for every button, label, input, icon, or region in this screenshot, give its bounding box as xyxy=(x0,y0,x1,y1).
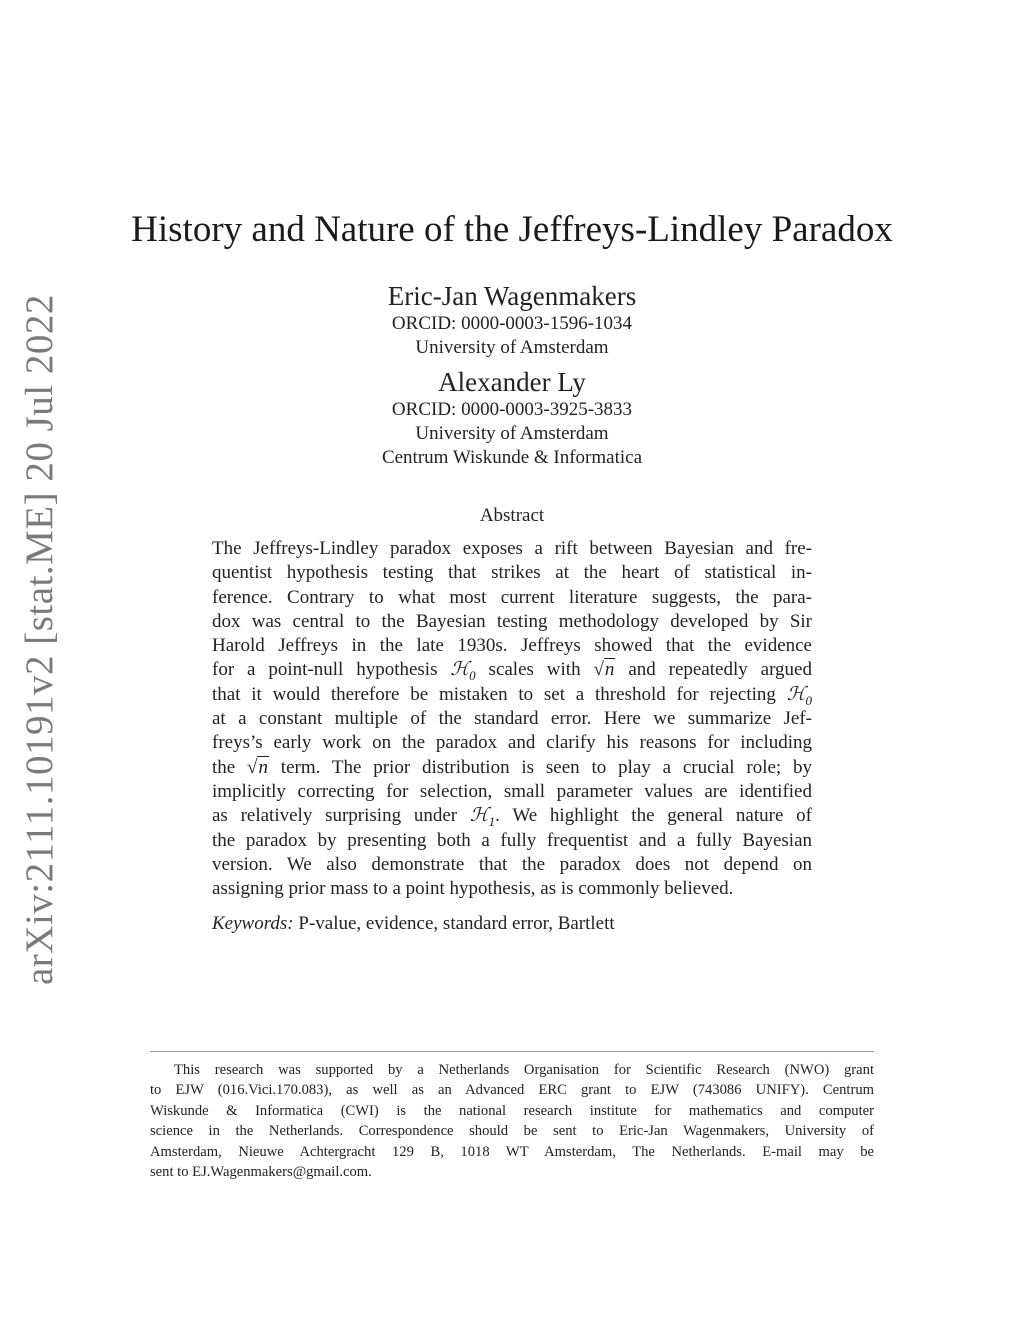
h1-symbol: ℋ$_1$ xyxy=(469,805,496,830)
arxiv-identifier: arXiv:2111.10191v2 [stat.ME] 20 Jul 2022 xyxy=(18,294,61,985)
sqrt-n: √n xyxy=(593,659,615,681)
abstract-line: implicitly correcting for selection, small parameter values are identified xyxy=(212,780,812,802)
author-name: Alexander Ly xyxy=(438,367,586,397)
footnote-line: This research was supported by a Netherlands Organisation for Scientific Research (NWO) grant xyxy=(174,1062,874,1078)
h0-symbol: ℋ$_0$ xyxy=(786,683,812,708)
h0-symbol: ℋ$_0$ xyxy=(450,659,476,684)
abstract-line: the paradox by presenting both a fully frequentist and a fully Bayesian xyxy=(212,829,812,851)
author-block xyxy=(0,280,1024,470)
footnote-rule xyxy=(150,1051,874,1052)
paper-title: History and Nature of the Jeffreys-Lindley Paradox xyxy=(131,209,893,250)
abstract-line: dox was central to the Bayesian testing methodology developed by Sir xyxy=(212,610,812,632)
abstract-line: freys’s early work on the paradox and clarify his reasons for including xyxy=(212,732,812,754)
abstract-line: as relatively surprising under ℋ$_1$. We highlight the general nature of xyxy=(212,805,812,830)
footnote-line: Amsterdam, Nieuwe Achtergracht 129 B, 1018 WT Amsterdam, The Netherlands. E-mail may be xyxy=(150,1143,874,1160)
abstract-body xyxy=(212,537,812,901)
author-name: Eric-Jan Wagenmakers xyxy=(387,281,637,311)
footnote-line: science in the Netherlands. Correspondence should be sent to Eric-Jan Wagenmakers, University of xyxy=(150,1123,874,1140)
author-affiliation: Centrum Wiskunde & Informatica xyxy=(381,447,643,468)
abstract-line: assigning prior mass to a point hypothesis, as is commonly believed. xyxy=(212,878,734,900)
author-affiliation: University of Amsterdam xyxy=(415,423,609,444)
abstract-heading: Abstract xyxy=(479,505,545,526)
abstract-line: that it would therefore be mistaken to set a threshold for rejecting ℋ$_0$ xyxy=(212,683,812,708)
footnote xyxy=(150,1060,874,1182)
keywords-label: Keywords: xyxy=(212,913,294,934)
abstract-line: version. We also demonstrate that the paradox does not depend on xyxy=(212,853,812,875)
abstract-line: quentist hypothesis testing that strikes at the heart of statistical in- xyxy=(212,562,812,584)
sqrt-n: √n xyxy=(247,756,268,778)
author-orcid: ORCID: 0000-0003-1596-1034 xyxy=(391,313,633,334)
abstract-line: the √n term. The prior distribution is seen to play a crucial role; by xyxy=(212,756,813,778)
abstract-line: The Jeffreys-Lindley paradox exposes a rift between Bayesian and fre- xyxy=(212,538,812,559)
footnote-line: Wiskunde & Informatica (CWI) is the national research institute for mathematics and computer xyxy=(150,1102,874,1119)
abstract-line: ference. Contrary to what most current literature suggests, the para- xyxy=(212,586,812,608)
author-orcid: ORCID: 0000-0003-3925-3833 xyxy=(391,399,633,420)
abstract-line: at a constant multiple of the standard error. Here we summarize Jef- xyxy=(212,708,812,730)
footnote-line: to EJW (016.Vici.170.083), as well as an Advanced ERC grant to EJW (743086 UNIFY). Centrum xyxy=(150,1082,874,1099)
abstract-line: Harold Jeffreys in the late 1930s. Jeffreys showed that the evidence xyxy=(212,635,812,657)
footnote-line: sent to EJ.Wagenmakers@gmail.com. xyxy=(150,1164,372,1181)
abstract-line: for a point-null hypothesis ℋ$_0$ scales with √n and repeatedly argued xyxy=(212,659,812,684)
keywords xyxy=(212,913,812,935)
author-affiliation: University of Amsterdam xyxy=(415,337,609,358)
keywords-text: P-value, evidence, standard error, Bartlett xyxy=(298,913,615,934)
